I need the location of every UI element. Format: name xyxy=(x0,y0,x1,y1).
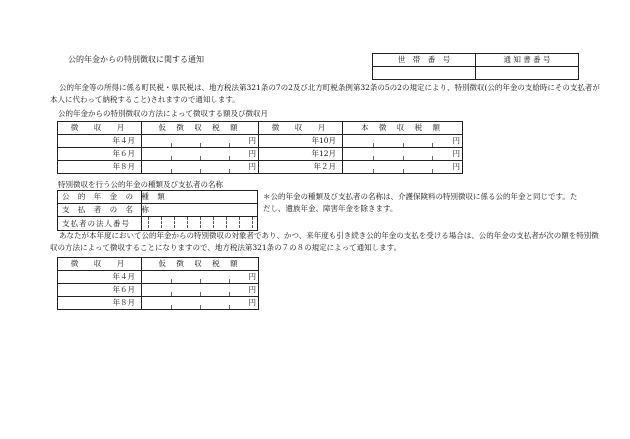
notice-number-value[interactable] xyxy=(476,67,579,80)
yen-label: 円 xyxy=(248,149,256,158)
col-header-provisional-tax: 仮 徴 収 税 額 xyxy=(142,122,259,135)
yen-label: 円 xyxy=(452,162,460,171)
amount-cell[interactable] xyxy=(142,284,259,297)
month-cell: 年４月 xyxy=(58,271,142,284)
amount-cell[interactable] xyxy=(142,148,259,161)
document-title: 公的年金からの特別徴収に関する通知 xyxy=(68,55,204,64)
amount-cell[interactable] xyxy=(142,297,259,310)
col-header-month-2: 徴 収 月 xyxy=(259,122,343,135)
notice-number-label: 通 知 書 番 号 xyxy=(476,54,579,67)
table-row xyxy=(58,284,259,297)
amount-cell[interactable] xyxy=(142,135,259,148)
month-cell: 年６月 xyxy=(58,284,142,297)
col-header-main-tax: 本 徴 収 税 額 xyxy=(343,122,463,135)
month-cell: 年６月 xyxy=(58,148,142,161)
col-header-month: 徴 収 月 xyxy=(58,258,142,271)
yen-label: 円 xyxy=(452,136,460,145)
number-header-table xyxy=(372,53,579,80)
amount-cell[interactable] xyxy=(343,148,463,161)
household-number-value[interactable] xyxy=(373,67,476,80)
collection-table xyxy=(57,121,463,174)
yen-label: 円 xyxy=(248,298,256,307)
household-number-label: 世 帯 番 号 xyxy=(373,54,476,67)
month-cell: 年８月 xyxy=(58,161,142,174)
month-cell: 年２月 xyxy=(259,161,343,174)
pension-type-label: 公 的 年 金 の 種 類 xyxy=(58,191,142,204)
month-cell: 年４月 xyxy=(58,135,142,148)
intro-paragraph: 公的年金等の所得に係る町民税・県民税は、地方税法第321条の7の2及び北方町税条例第32条の5の2の規定により、特別徴収(公的年金の支給時にその支払者が本人に代わって納税すること)されますので通知します。 xyxy=(50,83,600,104)
yen-label: 円 xyxy=(248,162,256,171)
pension-info-table xyxy=(57,190,258,231)
amount-cell[interactable] xyxy=(343,135,463,148)
payer-corporate-number-label: 支払者の法人番号 xyxy=(58,217,142,231)
pension-note: ＊公的年金の種類及び支払者の名称は、介護保険料の特別徴収に係る公的年金と同じです。ただし、遺族年金、障害年金を除きます。 xyxy=(263,192,578,213)
payer-name-label: 支 払 者 の 名 称 xyxy=(58,204,142,217)
table-row xyxy=(58,148,463,161)
table-row xyxy=(58,161,463,174)
amount-cell[interactable] xyxy=(343,161,463,174)
section1-label: 公的年金からの特別徴収の方法によって徴収する額及び徴収月 xyxy=(58,109,268,118)
next-year-table xyxy=(57,257,259,310)
payer-corporate-number-value[interactable] xyxy=(142,217,258,231)
payer-name-value[interactable] xyxy=(142,204,258,217)
next-year-paragraph: あなたが本年度において公的年金からの特別徴収の対象者であり、かつ、来年度も引き続き公的年金の支払を受ける場合は、公的年金の支払者が次の額を特別徴収の方法によって徴収することになりますので、地方税法第321条の７の８の規定によって通知します。 xyxy=(50,231,599,252)
yen-label: 円 xyxy=(248,285,256,294)
table-row xyxy=(58,135,463,148)
month-cell: 年12月 xyxy=(259,148,343,161)
amount-cell[interactable] xyxy=(142,271,259,284)
section2-label: 特別徴収を行う公的年金の種類及び支払者の名称 xyxy=(58,180,223,189)
col-header-provisional-tax: 仮 徴 収 税 額 xyxy=(142,258,259,271)
yen-label: 円 xyxy=(248,272,256,281)
month-cell: 年８月 xyxy=(58,297,142,310)
month-cell: 年10月 xyxy=(259,135,343,148)
yen-label: 円 xyxy=(452,149,460,158)
col-header-month-1: 徴 収 月 xyxy=(58,122,142,135)
table-row xyxy=(58,297,259,310)
amount-cell[interactable] xyxy=(142,161,259,174)
yen-label: 円 xyxy=(248,136,256,145)
table-row xyxy=(58,271,259,284)
